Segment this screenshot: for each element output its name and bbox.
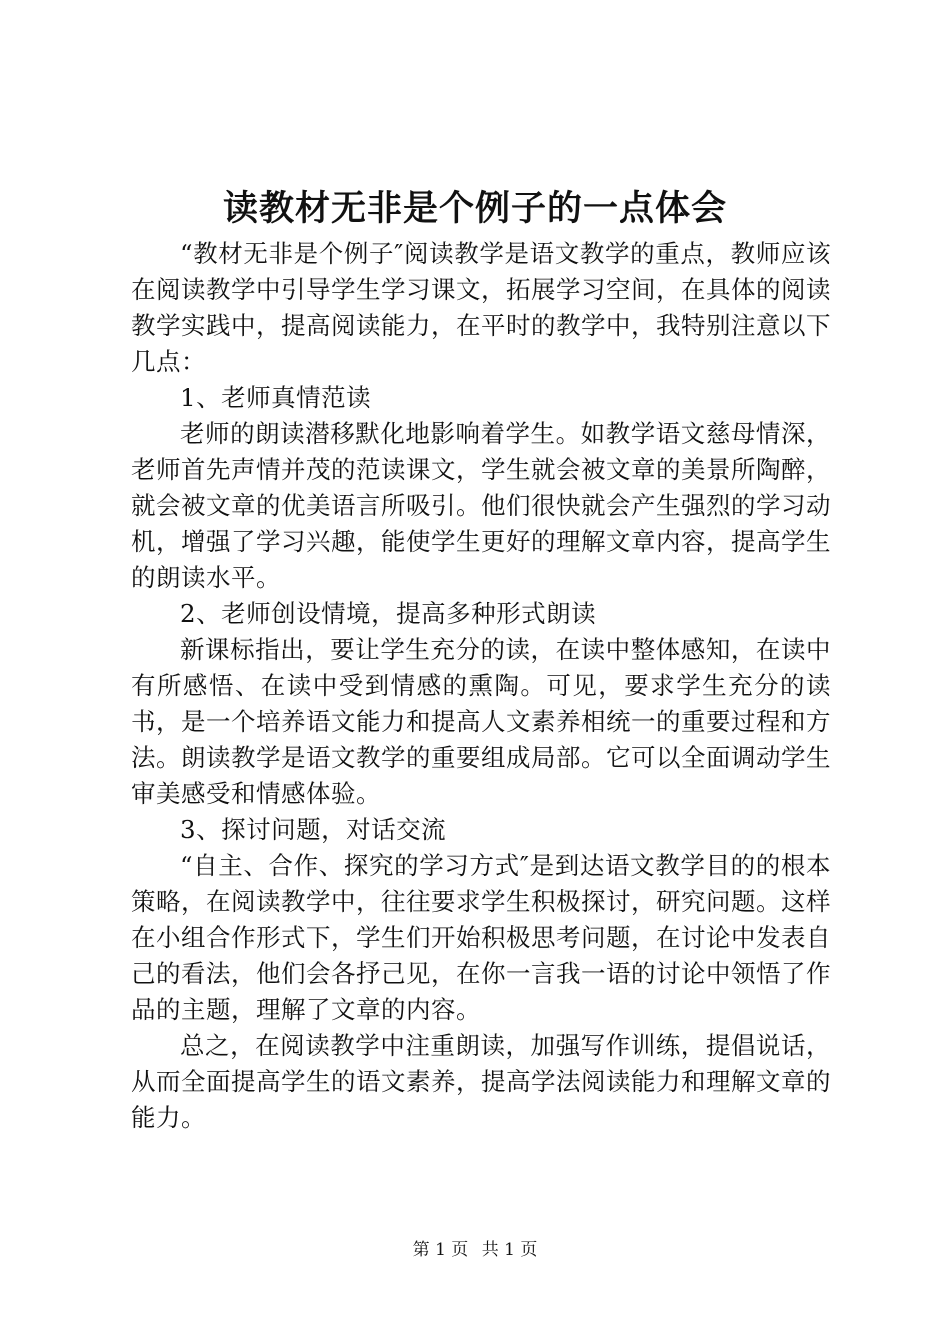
- intro-paragraph: “教材无非是个例子″阅读教学是语文教学的重点，教师应该在阅读教学中引导学生学习课文，拓展学习空间，在具体的阅读教学实践中，提高阅读能力，在平时的教学中，我特别注意以下几点：: [131, 239, 831, 376]
- conclusion-paragraph: 总之，在阅读教学中注重朗读，加强写作训练，提倡说话，从而全面提高学生的语文素养，提高学法阅读能力和理解文章的能力。: [131, 1031, 831, 1132]
- section-paragraph-2: 新课标指出，要让学生充分的读，在读中整体感知，在读中有所感悟、在读中受到情感的熏陶。可见，要求学生充分的读书，是一个培养语文能力和提高人文素养相统一的重要过程和方法。朗读教学是语文教学的重要组成局部。它可以全面调动学生审美感受和情感体验。: [131, 635, 831, 808]
- section-heading-2: 2、老师创设情境，提高多种形式朗读: [180, 599, 597, 628]
- page-footer: [0, 1238, 950, 1262]
- section-paragraph-3: “自主、合作、探究的学习方式″是到达语文教学目的的根本策略，在阅读教学中，往往要求学生积极探讨，研究问题。这样在小组合作形式下，学生们开始积极思考问题，在讨论中发表自己的看法，他们会各抒己见，在你一言我一语的讨论中领悟了作品的主题，理解了文章的内容。: [131, 851, 831, 1024]
- section-paragraph-1: 老师的朗读潜移默化地影响着学生。如教学语文慈母情深，老师首先声情并茂的范读课文，学生就会被文章的美景所陶醉，就会被文章的优美语言所吸引。他们很快就会产生强烈的学习动机，增强了学习兴趣，能使学生更好的理解文章内容，提高学生的朗读水平。: [131, 419, 831, 592]
- document-title: 读教材无非是个例子的一点体会: [222, 188, 727, 229]
- section-heading-3: 3、探讨问题，对话交流: [180, 815, 447, 844]
- document-body: [131, 236, 831, 1136]
- page-number: 第 1 页: [412, 1240, 469, 1260]
- section-heading-1: 1、老师真情范读: [180, 383, 372, 412]
- page-total: 共 1 页: [481, 1240, 538, 1260]
